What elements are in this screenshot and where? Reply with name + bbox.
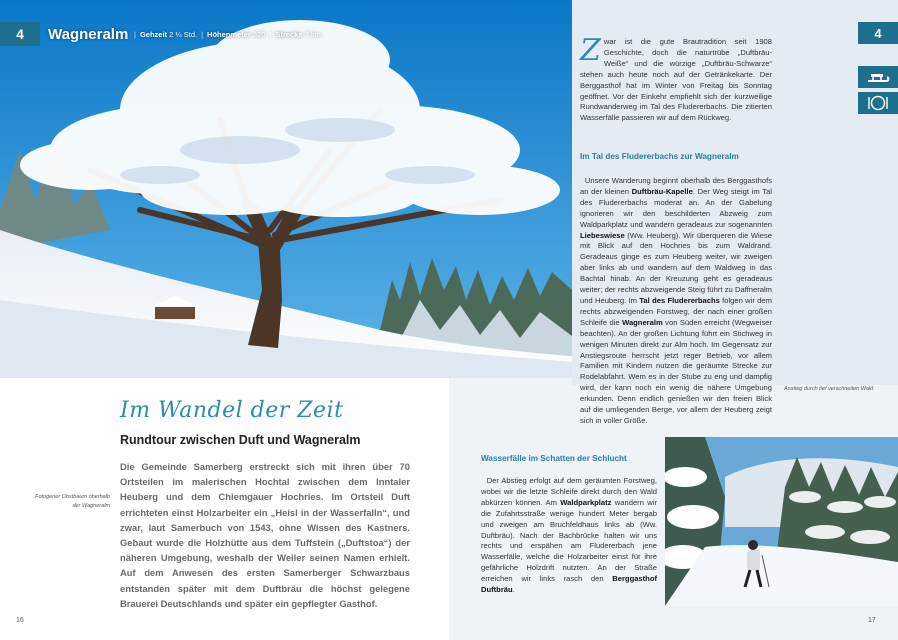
s1-bold-wagneralm: Wagneralm [622, 317, 663, 327]
section1-paragraph [580, 176, 772, 427]
restaurant-icon [858, 92, 898, 114]
s1-text-i: von Süden erreicht (Wegweiser beachten). An der großen Lichtung führt ein Stichweg in wenigen Minuten direkt zur Alm hoch. Im Gegensatz zur Anstiegsroute herrscht jetzt reger Betrieb, vor allem Familien mit Kindern nutzen die geräumte Strecke zur Rodelabfahrt. Wem es in der Stube zu eng und dampfig wird, der kann noch ein wenig die nähere Umgebung erkunden. Denn endlich genießen wir den freien Blick auf die umliegenden Berge, vor allem der Heuberg zeigt sich in voller Größe. [580, 317, 772, 425]
photo-caption-right: Anstieg durch tief verschneiten Wald [784, 386, 874, 392]
section2-paragraph [481, 476, 657, 596]
elevation-label: Höhenmeter [207, 29, 251, 39]
s1-text-e: (Ww. Heuberg). Wir überqueren die Wiese mit Blick auf den Hochries bis zum Waldrand. Geradeaus ginge es zum Heuberg weiter, wir zweigen aber links ab und wandern auf dem Waldweg in das Bachtal hinab. An der Kreuzung geht es geradeaus weiter; der rechts abzweigende Steig führt zu Daffneralm und Heuberg. Im [580, 230, 772, 305]
s2-bold-duftbraeu: Berggasthof Duftbräu [481, 574, 657, 595]
section1-upper-column [580, 176, 772, 427]
drop-cap: Z [580, 33, 601, 68]
walk-time-value: 2 ¼ Std. [169, 29, 198, 39]
s2-text-a: Der Abstieg erfolgt auf dem geräumten Forstweg, wobei wir die letzte Schleife direkt durch den Wald abkürzen können. Am [481, 476, 657, 507]
tour-title: Wagneralm [48, 25, 129, 43]
right-intro-paragraph [580, 33, 772, 124]
s2-text-e: . [512, 585, 515, 595]
section-heading-1: Im Tal des Fludererbachs zur Wagneralm [580, 152, 739, 161]
s1-bold-kapelle: Duftbräu-Kapelle [631, 186, 693, 196]
s2-text-c: wandern wir die Zufahrtsstraße wenige hundert Meter bergab und zweigen am Bruchfeldhaus links ab (Ww. Duftbräu). Nach der Bachbrücke halten wir uns rechts und erspähen am Fludererbach jene Wasserfälle, welche die Holzarbeiter einst für ihre gefährliche Holzdrift nutzten. An der Straße erreichen wir links rasch den [481, 497, 657, 584]
s1-text-c: . Der Weg steigt im Tal des Fludererbachs moderat an. An der Gabelung ignorieren wir den beschilderten Abzweig zum Waldparkplatz und wandern geradeaus zur sogenannten [580, 186, 772, 229]
right-intro-text: war ist die gute Brautradition seit 1908 Geschichte, doch die naturtrübe „Duftbräu-Weiße“ und die würzige „Duftbräu-Schwarze“ stehen auch heute noch auf der Getränkekarte. Der Berggasthof hat im Winter von Freitag bis Sonntag geöffnet. Vor der Einkehr empfiehlt sich der kurzweilige Rundwanderweg im Tal des Fludererbachs. Die zitierten Wasserfälle passieren wir auf dem Rückweg. [580, 37, 772, 123]
photo-hiker-in-snowy-forest [665, 437, 898, 606]
sled-icon [858, 66, 898, 88]
tour-number-badge: 4 [0, 22, 40, 46]
s1-bold-tal: Tal des Fludererbachs [639, 295, 720, 305]
right-intro-column [580, 33, 772, 124]
intro-paragraph: Die Gemeinde Samerberg erstreckt sich mit ihren über 70 Ortsteilen im malerischen Hochtal zwischen dem Inntaler Heuberg und dem Chiemgauer Hochries. Im Ortsteil Duft errichteten einst Holzarbeiter ein „Heisl in der Wasserfalln“, und zwar, laut Samerbuch von 1543, ohne Wissen des Kastners. Gebaut wurde die Holzhütte aus dem Tuffstein („Duftstoa“) der näheren Umgebung, weshalb der Weiler seinen Namen erhielt. Auf dem Anwesen des ersten Samerberger Schwarzbaus entstanden später mit dem Duftbräu die höchst gelegene Brauerei Deutschlands und später ein gepflegter Gasthof. [120, 461, 410, 609]
tour-subtitle: Rundtour zwischen Duft und Wagneralm [120, 433, 361, 447]
tour-number-badge-right: 4 [858, 22, 898, 44]
distance-label: Strecke [275, 29, 303, 39]
s1-text-a: Unsere Wanderung beginnt oberhalb des Berggasthofs an der kleinen [580, 176, 772, 196]
walk-time-label: Gehzeit [139, 29, 168, 39]
meta-separator: | [134, 29, 136, 39]
section2-column [481, 476, 657, 596]
elevation-value: 320 [252, 29, 266, 39]
s1-bold-liebeswiese: Liebeswiese [580, 230, 625, 240]
section-heading-2: Wasserfälle im Schatten der Schlucht [481, 454, 627, 463]
meta-separator: | [201, 29, 204, 39]
section-script-title: Im Wandel der Zeit [120, 398, 344, 423]
page-number-left: 16 [16, 617, 24, 624]
s1-text-g: folgen wir dem rechts abzweigenden Forstweg, der nach einer großen Schleife die [580, 295, 772, 327]
meta-separator: | [269, 29, 272, 39]
s2-bold-waldparkplatz: Waldparkplatz [560, 497, 612, 507]
photo-caption-left: Fotogener Obstbaum oberhalb der Wagneralm [35, 494, 110, 509]
tour-meta [130, 22, 321, 46]
distance-value: 7 km [304, 29, 321, 39]
hero-photo-snowy-tree [0, 0, 572, 378]
page-number-right: 17 [868, 617, 876, 624]
